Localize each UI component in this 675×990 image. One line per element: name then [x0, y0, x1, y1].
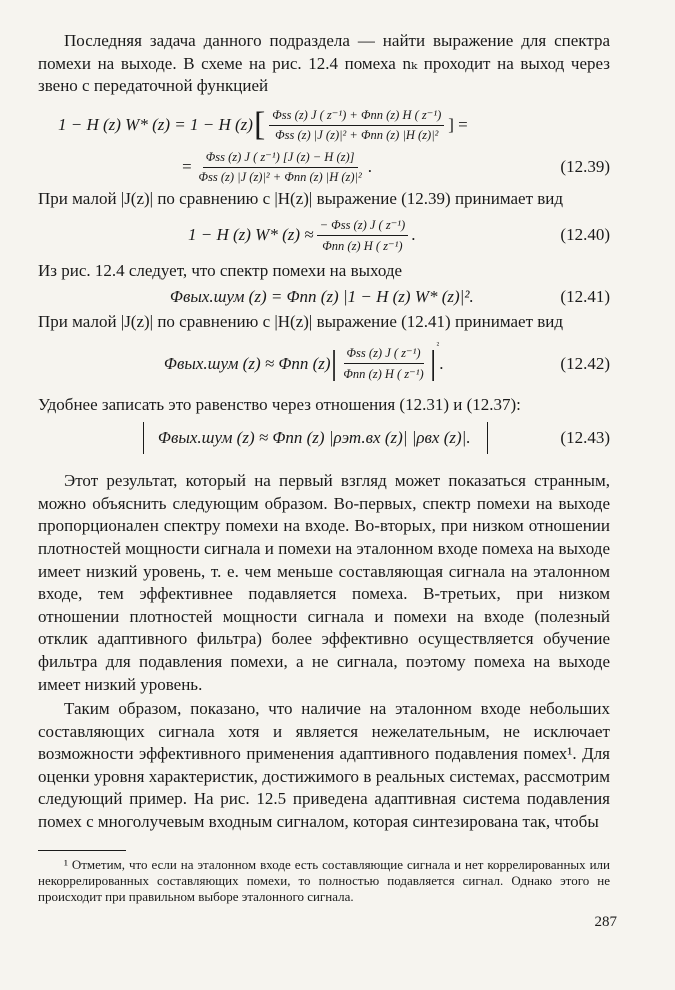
equation-12-39-line1: [38, 104, 610, 146]
eq39-fraction: [269, 107, 444, 143]
eq42-lhs: Φвых.шум (z) ≈ Φnn (z): [164, 353, 331, 373]
equation-12-41: [38, 283, 610, 311]
eq39-denominator: Φss (z) |J (z)|² + Φnn (z) |H (z)|²: [275, 127, 439, 142]
page-body: [38, 30, 610, 905]
eq39-lhs: 1 − H (z) W* (z) = 1 − H (z): [58, 114, 253, 134]
paragraph-small-j-2: При малой |J(z)| по сравнению с |H(z)| выражение (12.41) принимает вид: [38, 311, 564, 331]
eq42-left-bar: |: [330, 344, 338, 382]
footnote: ¹ Отметим, что если на эталонном входе есть составляющие сигнала и нет коррелированных или некоррелированных составляющих помехи, то полностью подавляется сигнал. Однако этого не происходит при правильном выборе эталонного сигнала.: [38, 856, 610, 904]
equation-number-12-40: (12.40): [560, 225, 610, 245]
eq39-close-bracket: ] =: [448, 115, 468, 135]
eq40-denominator: Φnn (z) H ( z⁻¹): [322, 238, 403, 253]
equation-number-12-39: (12.39): [560, 156, 610, 176]
eq43-text: Φвых.шум (z) ≈ Φnn (z) |ρэт.вх (z)| |ρвх (z)|.: [158, 428, 471, 448]
eq42-fraction: [340, 345, 426, 382]
eq42-denominator: Φnn (z) H ( z⁻¹): [343, 367, 424, 382]
equation-12-42: Φвых.шум (z) ≈ Φnn (z) | $\frac{\text{Φss (z) J ( z⁻¹)}}{\text{Φnn (z) H ( z⁻¹)}}$ | $^{^2}$ . (12.42): [164, 339, 610, 382]
paragraph-small-j-1: При малой |J(z)| по сравнению с |H(z)| выражение (12.39) принимает вид: [38, 188, 564, 208]
paragraph-result: Этот результат, который на первый взгляд может показаться странным, можно объяснить следующим образом. Во-первых, спектр помехи на выходе пропорционален спектру помехи на входе. Во-вторых, при низком отношении плотностей мощности сигнала и помехи на эталонном входе помеха на выходе имеет низкий уровень, т. е. чем меньше составляющая сигнала на эталонном входе, тем эффективнее подавляется помеха. В-третьих, при низком отношении плотностей мощности сигнала и помехи на входе (полезный отклик адаптивного фильтра) более эффективно осуществляется обучение фильтра для подавления помехи, а не сигнала, поэтому помеха на выходе имеет низкий уровень.: [38, 471, 610, 694]
eq42-right-bar: |: [429, 344, 437, 382]
eq39-numerator: Φss (z) J ( z⁻¹) + Φnn (z) H ( z⁻¹): [269, 107, 444, 126]
equation-number-12-42: (12.42): [560, 353, 610, 373]
eq39b-fraction: [195, 149, 364, 185]
paragraph-thus: Таким образом, показано, что наличие на эталонном входе небольших составляющих сигнала хотя и является нежелательным, не исключает возможности эффективного применения адаптивного подавления помех¹. Для оценки уровня характеристик, достижимого в реальных системах, рассмотрим следующий пример. На рис. 12.5 приведена адаптивная система подавления помех с многолучевым входным сигналом, которая синтезирована так, чтобы: [38, 699, 610, 832]
eq42-numerator: Φss (z) J ( z⁻¹): [344, 345, 424, 364]
eq40-lhs: 1 − H (z) W* (z) ≈: [188, 225, 314, 245]
eq41-text: Φвых.шум (z) = Φnn (z) |1 − H (z) W* (z)|².: [170, 286, 474, 306]
paragraph-intro: Последняя задача данного подраздела — найти выражение для спектра помехи на выходе. В схеме на рис. 12.4 помеха nₖ проходит на выход через звено с передаточной функцией: [38, 31, 610, 96]
eq39-open-bracket: [: [253, 105, 266, 143]
paragraph-from-figure: Из рис. 12.4 следует, что спектр помехи на выходе: [38, 261, 403, 281]
eq40-fraction: [317, 217, 409, 254]
equation-number-12-41: (12.41): [560, 286, 610, 306]
eq43-box: [143, 422, 488, 454]
eq40-numerator: − Φss (z) J ( z⁻¹): [317, 217, 409, 236]
eq39b-numerator: Φss (z) J ( z⁻¹) [J (z) − H (z)]: [203, 149, 358, 168]
equation-number-12-43: (12.43): [560, 428, 610, 448]
paragraph-convenient: Удобнее записать это равенство через отношения (12.31) и (12.37):: [38, 394, 521, 414]
equation-12-43: [38, 416, 610, 460]
eq39b-denominator: Φss (z) |J (z)|² + Φnn (z) |H (z)|²: [198, 169, 362, 184]
equation-12-39-line2: = $\frac{\text{Φss (z) J ( z⁻¹) [J (z) − H (z)]}}{\text{Φss (z) |J (z)|² + Φnn (z) |H (z)|²}}$ . (12.39): [181, 149, 610, 184]
eq42-square: ²: [436, 339, 440, 350]
equation-12-40: 1 − H (z) W* (z) ≈ $\frac{\text{− Φss (z) J ( z⁻¹)}}{\text{Φnn (z) H ( z⁻¹)}}$ . (12.40): [188, 217, 610, 253]
eq39-equals: =: [181, 156, 193, 176]
page-number: 287: [594, 914, 617, 930]
footnote-divider: [38, 850, 126, 851]
